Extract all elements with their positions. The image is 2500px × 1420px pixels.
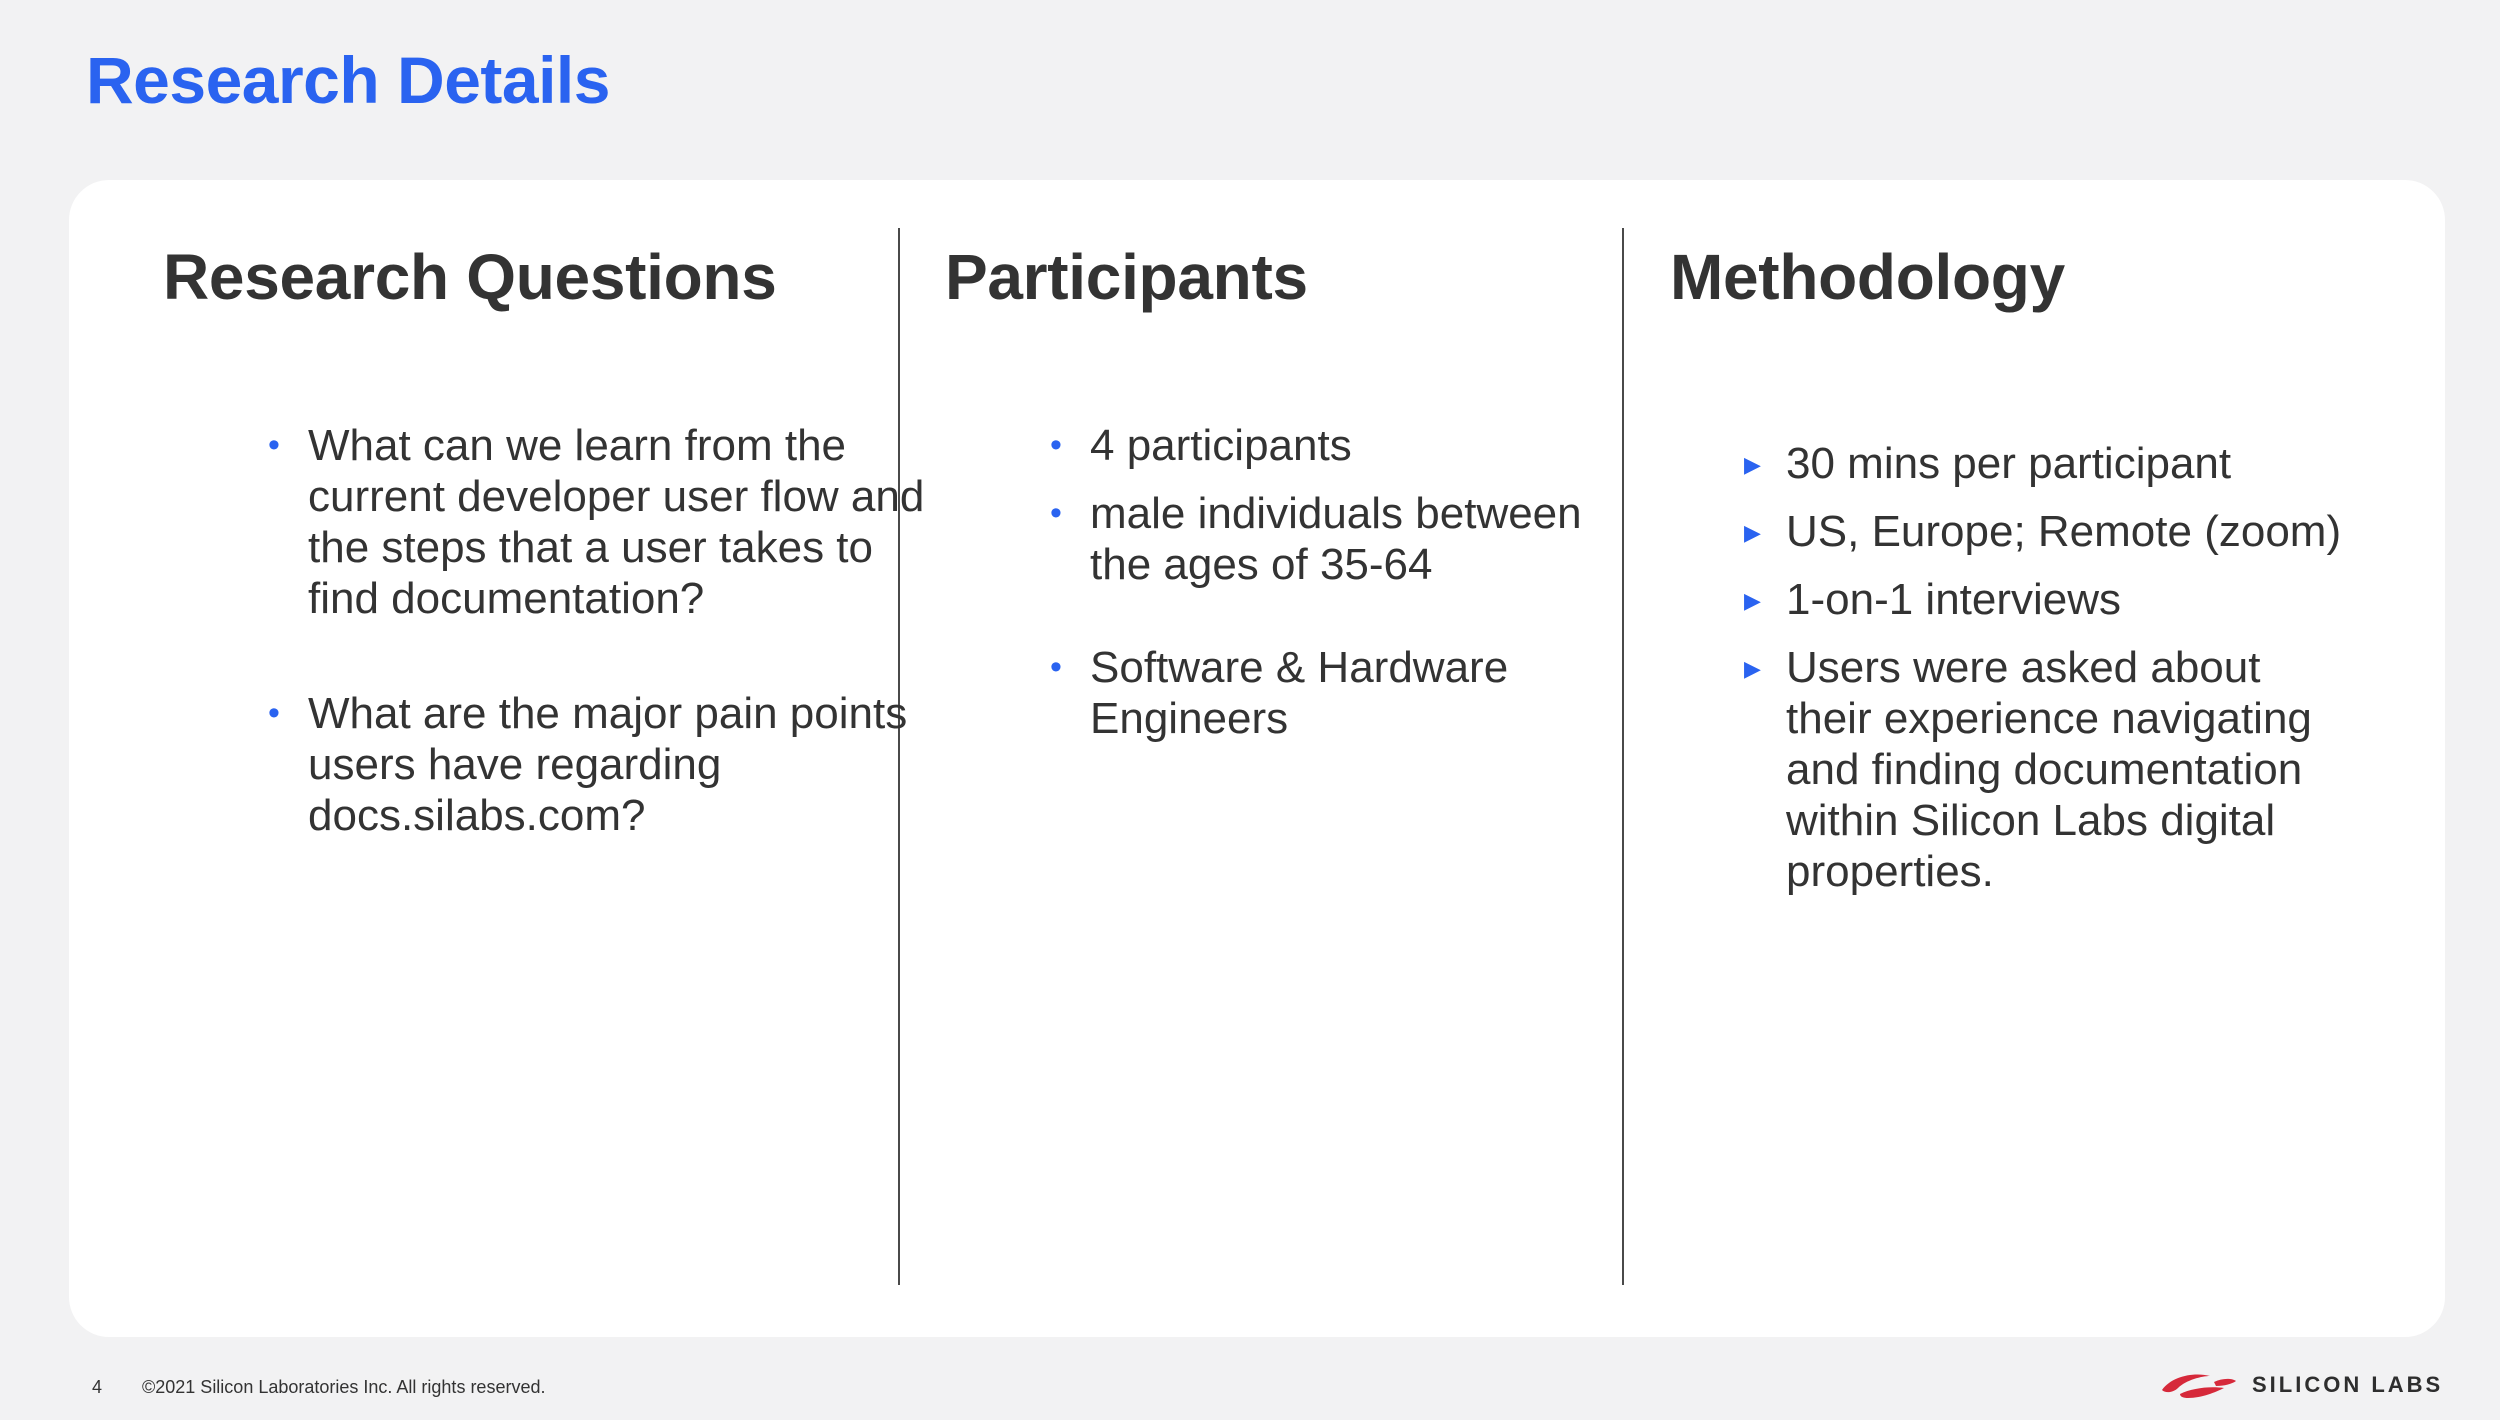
bullet-triangle-icon: ▶ <box>1744 452 1761 477</box>
list-item-text: Users were asked about their experience navigating and finding documentation within Silicon Labs digital properties. <box>1786 643 2312 896</box>
content-card <box>69 180 2445 1337</box>
list-item-text: 1-on-1 interviews <box>1786 575 2122 624</box>
methodology-heading: Methodology <box>1670 241 2065 313</box>
list-item-text: What are the major pain points users have regarding docs.silabs.com? <box>308 689 908 840</box>
list-item <box>268 420 948 624</box>
copyright-text: ©2021 Silicon Laboratories Inc. All rights reserved. <box>142 1377 546 1397</box>
list-item-text: Software & Hardware Engineers <box>1090 643 1509 743</box>
page-number: 4 <box>92 1377 103 1397</box>
bullet-triangle-icon: ▶ <box>1744 656 1761 681</box>
list-item-text: US, Europe; Remote (zoom) <box>1786 507 2342 556</box>
participants-list <box>1050 420 1610 744</box>
list-item <box>1744 642 2346 897</box>
silicon-labs-logo <box>2158 1368 2443 1402</box>
bullet-dot-icon: • <box>1050 648 1062 686</box>
list-item <box>268 688 948 841</box>
bullet-triangle-icon: ▶ <box>1744 588 1761 613</box>
list-item-text: male individuals between the ages of 35-64 <box>1090 489 1582 589</box>
research-questions-heading: Research Questions <box>163 241 777 313</box>
bullet-dot-icon: • <box>268 694 280 732</box>
bullet-dot-icon: • <box>1050 494 1062 532</box>
list-item <box>1050 642 1610 744</box>
bullet-triangle-icon: ▶ <box>1744 520 1761 545</box>
research-questions-list <box>268 420 948 841</box>
list-item <box>1744 506 2346 557</box>
silicon-labs-logo-icon <box>2158 1368 2238 1402</box>
bullet-dot-icon: • <box>268 426 280 464</box>
list-item <box>1744 574 2346 625</box>
list-item <box>1050 488 1610 590</box>
column-divider <box>1622 228 1624 1285</box>
list-item-text: 4 participants <box>1090 421 1352 470</box>
logo-text: SILICON LABS <box>2252 1372 2444 1397</box>
list-item <box>1744 438 2346 489</box>
slide-title: Research Details <box>86 43 610 117</box>
bullet-dot-icon: • <box>1050 426 1062 464</box>
list-item-text: 30 mins per participant <box>1786 439 2232 488</box>
list-item-text: What can we learn from the current developer user flow and the steps that a user takes to find documentation? <box>308 421 925 623</box>
methodology-list <box>1744 438 2346 897</box>
list-item <box>1050 420 1610 471</box>
participants-heading: Participants <box>945 241 1308 313</box>
